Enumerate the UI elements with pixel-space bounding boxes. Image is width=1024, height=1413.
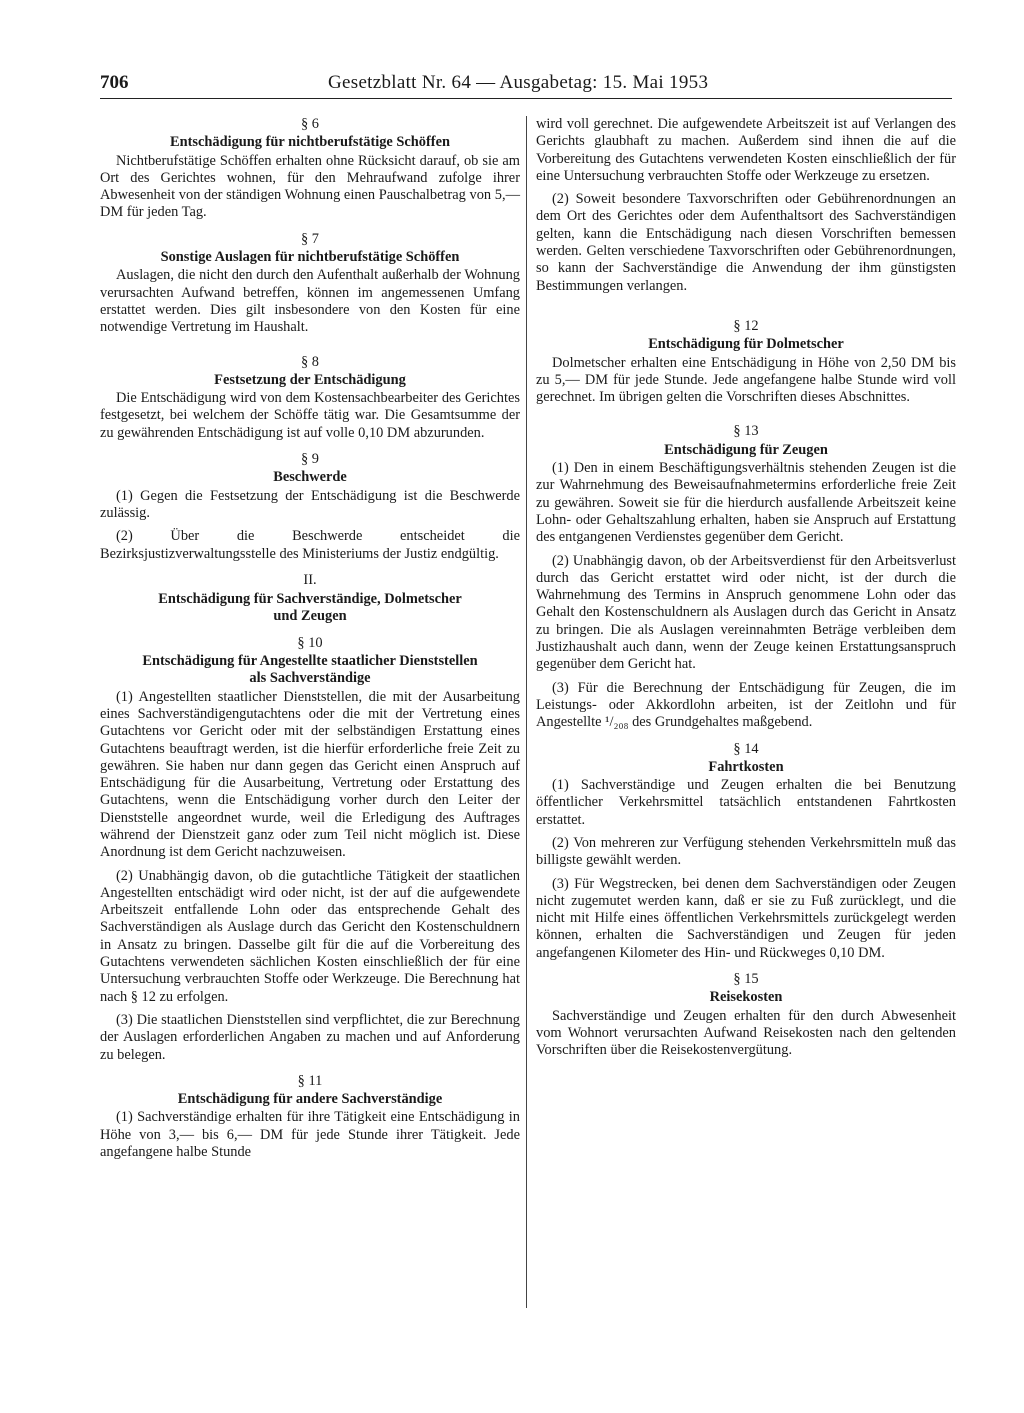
paragraph: (1) Sachverständige und Zeugen erhalten die bei Benutzung öffentlicher Verkehrsmittel tatsächlich entstandenen Fahrtkosten erstattet.: [536, 777, 956, 828]
section-title: Entschädigung für andere Sachverständige: [177, 1091, 443, 1108]
paragraph: Nichtberufstätige Schöffen erhalten ohne Rücksicht darauf, ob sie am Ort des Gerichtes wohnen, für den Mehraufwand zufolge ihrer Abwesenheit von der ständigen Wohnung einen Pauschalbetrag von 5,— DM für jeden Tag.: [100, 152, 520, 221]
section-8: [100, 354, 520, 442]
section-number: § 6: [301, 116, 319, 132]
paragraph: (2) Soweit besondere Taxvorschriften oder Gebührenordnungen an dem Ort des Gerichtes oder dem Aufenthaltsort des Sachverständigen gelten, kann die Entschädigung nach diesen Vorschriften bemessen werden. Gelten verschiedene Taxvorschriften oder Gebührenordnungen, so kann der Sachverständige die Anwendung der ihm günstigsten Bestimmungen verlangen.: [536, 191, 956, 294]
paragraph: (1) Gegen die Festsetzung der Entschädigung ist die Beschwerde zulässig.: [100, 487, 520, 521]
section-title: Entschädigung für Angestellte staatlicher Dienststellen als Sachverständige: [142, 653, 478, 687]
section-title: Entschädigung für Zeugen: [664, 441, 828, 458]
section-title: Sonstige Auslagen für nichtberufstätige Schöffen: [160, 249, 460, 266]
right-column: [536, 116, 956, 1069]
part-number: II.: [303, 571, 317, 588]
part-title: Entschädigung für Sachverständige, Dolmetscher und Zeugen: [158, 591, 462, 625]
section-number: § 7: [301, 230, 319, 247]
paragraph: (1) Sachverständige erhalten für ihre Tätigkeit eine Entschädigung in Höhe von 3,— bis 6,— DM für jede Stunde ihrer Tätigkeit. Jede angefangene halbe Stunde: [100, 1109, 520, 1161]
section-title: Entschädigung für nichtberufstätige Schöffen: [170, 134, 450, 151]
page-header: [100, 72, 952, 99]
section-title: Fahrtkosten: [708, 758, 784, 775]
section-number: § 14: [733, 740, 759, 757]
paragraph: Auslagen, die nicht den durch den Aufenthalt außerhalb der Wohnung verursachten Aufwand betreffen, können im angemessenen Umfang erstattet werden. Dies gilt insbesondere von den Kosten für eine notwendige Vertretung im Haushalt.: [100, 267, 520, 336]
section-11-continued: [536, 116, 956, 295]
page-title: Gesetzblatt Nr. 64 — Ausgabetag: 15. Mai 1953: [328, 72, 709, 93]
section-number: § 11: [297, 1072, 323, 1089]
paragraph: (3) Für Wegstrecken, bei denen dem Sachverständigen oder Zeugen nicht zugemutet werden kann, daß er sie zu Fuß zurücklegt, und die nicht mit Hilfe eines öffentlichen Verkehrsmittels zurückgelegt werden können, erhalten die Sachverständigen und Zeugen für jeden angefangenen Kilometer des Hin- und Rückweges 0,10 DM.: [536, 875, 956, 961]
page-number: 706: [100, 72, 129, 93]
paragraph: Dolmetscher erhalten eine Entschädigung in Höhe von 2,50 DM bis zu 5,— DM für jede Stunde. Jede angefangene halbe Stunde wird voll gerechnet. Im übrigen gelten die Vorschriften dieses Abschnittes.: [536, 354, 956, 406]
section-14: [536, 741, 956, 963]
section-6: [100, 116, 520, 222]
paragraph: (1) Angestellten staatlicher Dienststellen, die mit der Ausarbeitung eines Sachverständigengutachtens oder die mit der Vertretung eines Gutachtens vor Gericht oder mit der selbständigen Erstattung eines Gutachtens beauftragt werden, ist die hierfür erforderliche freie Zeit zu gewähren. Sie haben nur dann gegen das Gericht einen Anspruch auf Entschädigung für die Ausarbeitung, Vertretung oder Erstattung des Gutachtens, wenn die Entschädigung vorher durch den Leiter der Dienststelle angeordnet wurde, weil die Erledigung des Auftrages während der Dienstzeit ganz oder zum Teil nicht möglich ist. Diese Anordnung ist dem Gericht nachzuweisen.: [100, 688, 520, 861]
section-number: § 10: [297, 634, 323, 651]
section-number: § 15: [733, 971, 759, 988]
section-number: § 12: [733, 317, 759, 334]
paragraph: (2) Unabhängig davon, ob die gutachtliche Tätigkeit der staatlichen Angestellten entschädigt wird oder nicht, ist der auf die aufgewendete Arbeitszeit entfallende Lohn oder das entsprechende Gehalt des Sachverständigen als Auslage durch das Gericht den Kostenschuldnern in Ansatz zu bringen. Dasselbe gilt für die auf die Vorbereitung des Gutachtens verwendeten sächlichen Kosten einschließlich der für eine Untersuchung verbrauchten Stoffe oder Werkzeuge. Die Berechnung hat nach § 12 zu erfolgen.: [100, 867, 520, 1005]
left-column: [100, 116, 520, 1170]
section-title: Reisekosten: [709, 989, 783, 1006]
section-10: [100, 635, 520, 1064]
section-number: § 8: [301, 353, 319, 370]
section-13: [536, 423, 956, 731]
paragraph: (2) Über die Beschwerde entscheidet die Bezirksjustizverwaltungsstelle des Ministeriums der Justiz endgültig.: [100, 528, 520, 562]
section-number: § 13: [733, 423, 759, 440]
part-2-heading: [100, 572, 520, 626]
section-title: Entschädigung für Dolmetscher: [648, 336, 844, 353]
section-title: Beschwerde: [273, 469, 347, 486]
paragraph: (2) Von mehreren zur Verfügung stehenden Verkehrsmitteln muß das billigste gewählt werden.: [536, 834, 956, 869]
section-11: [100, 1073, 520, 1161]
section-7: [100, 231, 520, 337]
section-9: [100, 451, 520, 563]
paragraph: (2) Unabhängig davon, ob der Arbeitsverdienst für den Arbeitsverlust durch das Gericht erstattet wird oder nicht, ist der durch die Wahrnehmung des Termins in Anspruch genommene Lohn oder das Gehalt den Kostenschuldnern als Auslagen durch das Gericht in Ansatz zu bringen. Die als Auslagen vereinnahmten Beträge verbleiben dem Justizhaushalt auch dann, wenn der Zeuge keinen Erstattungsanspruch gegenüber dem Gericht hat.: [536, 552, 956, 673]
paragraph: (3) Für die Berechnung der Entschädigung für Zeugen, die im Leistungs- oder Akkordlohn arbeiten, ist der Zeitlohn und für Angestellte ¹/₂₀₈ des Grundgehaltes maßgebend.: [536, 679, 956, 731]
section-title: Festsetzung der Entschädigung: [214, 371, 406, 388]
section-15: [536, 971, 956, 1059]
paragraph: Die Entschädigung wird von dem Kostensachbearbeiter des Gerichtes festgesetzt, bei welchem der Schöffe tätig war. Die Gesamtsumme der zu gewährenden Entschädigung ist auf volle 0,10 DM abzurunden.: [100, 390, 520, 441]
paragraph: wird voll gerechnet. Die aufgewendete Arbeitszeit ist auf Verlangen des Gerichts glaubhaft zu machen. Außerdem sind ihnen die auf die Vorbereitung des Gutachtens verwendeten Kosten einschließlich der für eine Untersuchung verbrauchten Stoffe oder Werkzeuge zu ersetzen.: [536, 116, 956, 184]
paragraph: (3) Die staatlichen Dienststellen sind verpflichtet, die zur Berechnung der Auslagen erforderlichen Angaben zu machen und auf Anforderung zu belegen.: [100, 1011, 520, 1063]
paragraph: Sachverständige und Zeugen erhalten für den durch Abwesenheit vom Wohnort verursachten Aufwand Reisekosten nach den geltenden Vorschriften über die Reisekostenvergütung.: [536, 1007, 956, 1059]
paragraph: (1) Den in einem Beschäftigungsverhältnis stehenden Zeugen ist die zur Wahrnehmung des Beweisaufnahmetermins erforderliche freie Zeit zu gewähren. Soweit sie für die hierdurch ausfallende Arbeitszeit keine Lohn- oder Gehaltszahlung erhalten, haben sie Anspruch auf Erstattung des entgangenen Verdienstes gegenüber dem Gericht.: [536, 460, 956, 546]
section-12: [536, 318, 956, 406]
column-divider: [526, 116, 527, 1308]
section-number: § 9: [301, 451, 319, 468]
